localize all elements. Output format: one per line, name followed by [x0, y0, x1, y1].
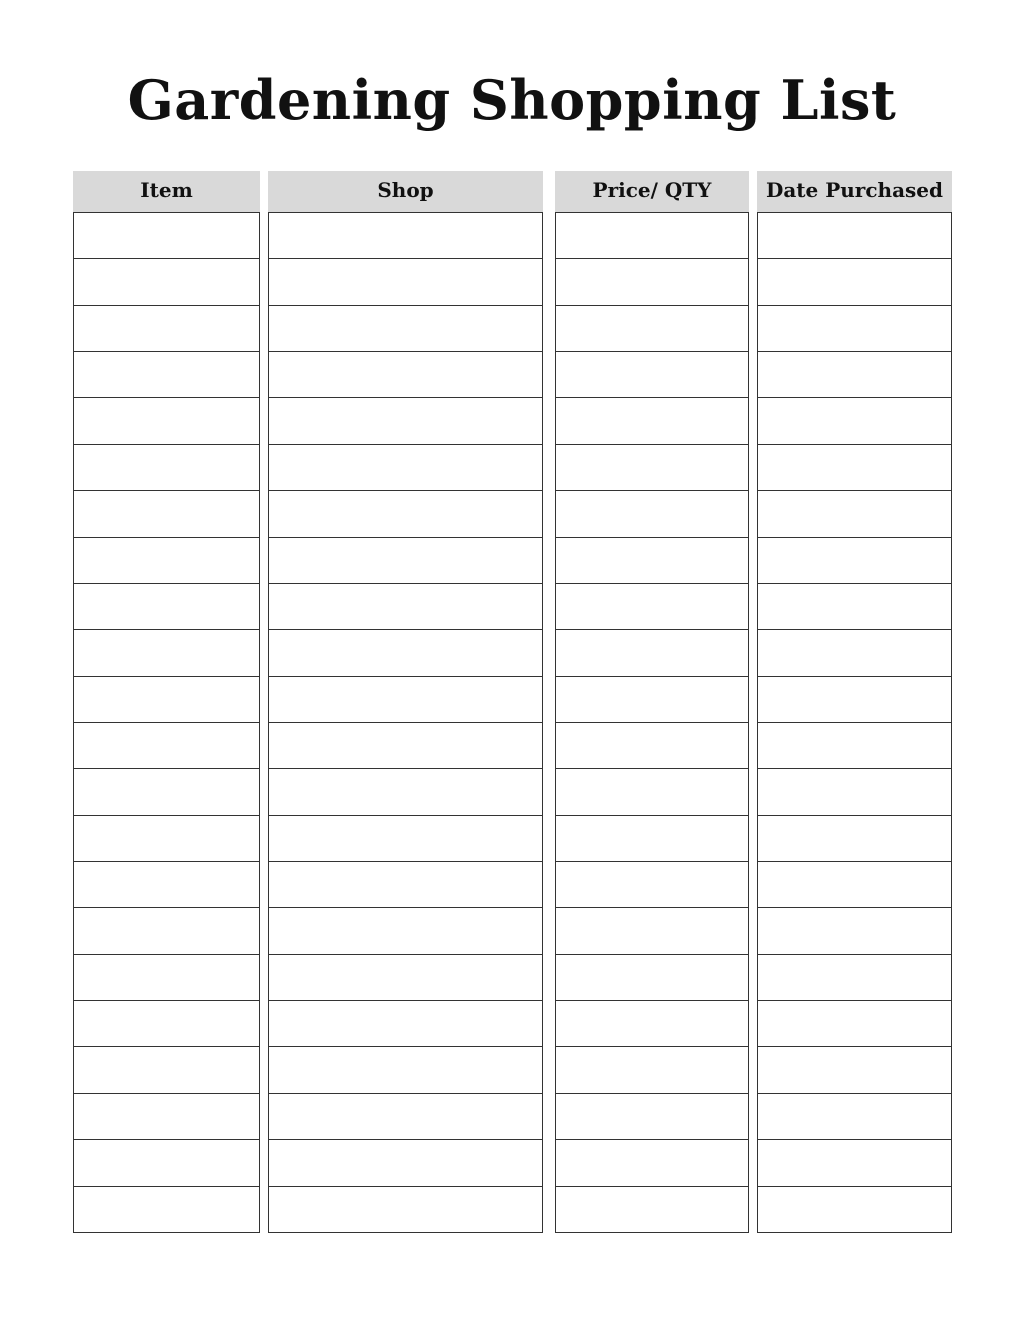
- table-row[interactable]: [556, 1047, 748, 1093]
- table-row[interactable]: [758, 491, 951, 537]
- column-shop: [268, 171, 543, 1233]
- table-row[interactable]: [758, 213, 951, 259]
- table-row[interactable]: [556, 352, 748, 398]
- table-row[interactable]: [758, 1047, 951, 1093]
- table-row[interactable]: [556, 538, 748, 584]
- table-row[interactable]: [556, 723, 748, 769]
- column-rows: [73, 212, 260, 1233]
- table-row[interactable]: [74, 491, 259, 537]
- column-date-purchased: [757, 171, 952, 1233]
- table-row[interactable]: [758, 538, 951, 584]
- table-row[interactable]: [556, 445, 748, 491]
- table-row[interactable]: [74, 1187, 259, 1233]
- table-row[interactable]: [269, 769, 542, 815]
- table-row[interactable]: [269, 398, 542, 444]
- table-row[interactable]: [556, 630, 748, 676]
- table-row[interactable]: [269, 259, 542, 305]
- table-row[interactable]: [74, 1047, 259, 1093]
- table-row[interactable]: [556, 908, 748, 954]
- table-row[interactable]: [758, 1187, 951, 1233]
- table-row[interactable]: [269, 816, 542, 862]
- table-row[interactable]: [74, 908, 259, 954]
- column-price-qty: [555, 171, 749, 1233]
- table-row[interactable]: [269, 677, 542, 723]
- table-row[interactable]: [269, 491, 542, 537]
- table-row[interactable]: [74, 584, 259, 630]
- table-row[interactable]: [556, 1140, 748, 1186]
- column-rows: [268, 212, 543, 1233]
- table-row[interactable]: [74, 955, 259, 1001]
- table-row[interactable]: [269, 1140, 542, 1186]
- table-row[interactable]: [758, 908, 951, 954]
- table-row[interactable]: [556, 1094, 748, 1140]
- table-row[interactable]: [556, 213, 748, 259]
- table-row[interactable]: [269, 1187, 542, 1233]
- table-row[interactable]: [74, 306, 259, 352]
- table-row[interactable]: [269, 723, 542, 769]
- column-header: Item: [73, 171, 260, 212]
- table-row[interactable]: [74, 445, 259, 491]
- table-row[interactable]: [758, 352, 951, 398]
- table-row[interactable]: [74, 1001, 259, 1047]
- table-row[interactable]: [556, 769, 748, 815]
- table-row[interactable]: [74, 677, 259, 723]
- table-row[interactable]: [74, 769, 259, 815]
- table-row[interactable]: [758, 1140, 951, 1186]
- table-row[interactable]: [74, 1140, 259, 1186]
- table-row[interactable]: [269, 213, 542, 259]
- table-row[interactable]: [74, 1094, 259, 1140]
- table-row[interactable]: [758, 677, 951, 723]
- column-header: Shop: [268, 171, 543, 212]
- column-header: Price/ QTY: [555, 171, 749, 212]
- table-row[interactable]: [74, 213, 259, 259]
- table-row[interactable]: [556, 1187, 748, 1233]
- table-row[interactable]: [758, 1094, 951, 1140]
- table-row[interactable]: [758, 769, 951, 815]
- table-row[interactable]: [269, 1047, 542, 1093]
- table-row[interactable]: [758, 306, 951, 352]
- table-row[interactable]: [74, 816, 259, 862]
- column-item: [73, 171, 260, 1233]
- table-row[interactable]: [556, 259, 748, 305]
- table-row[interactable]: [269, 538, 542, 584]
- table-row[interactable]: [556, 306, 748, 352]
- table-row[interactable]: [269, 445, 542, 491]
- table-row[interactable]: [74, 352, 259, 398]
- table-row[interactable]: [758, 259, 951, 305]
- table-row[interactable]: [269, 862, 542, 908]
- table-row[interactable]: [269, 352, 542, 398]
- table-row[interactable]: [269, 955, 542, 1001]
- table-row[interactable]: [556, 955, 748, 1001]
- table-row[interactable]: [74, 538, 259, 584]
- table-row[interactable]: [556, 677, 748, 723]
- table-row[interactable]: [74, 723, 259, 769]
- table-row[interactable]: [74, 862, 259, 908]
- table-row[interactable]: [269, 306, 542, 352]
- table-row[interactable]: [74, 259, 259, 305]
- table-row[interactable]: [758, 816, 951, 862]
- column-header: Date Purchased: [757, 171, 952, 212]
- table-row[interactable]: [556, 584, 748, 630]
- table-row[interactable]: [758, 398, 951, 444]
- table-row[interactable]: [269, 908, 542, 954]
- page-title: Gardening Shopping List: [127, 68, 897, 132]
- table-row[interactable]: [758, 862, 951, 908]
- table-row[interactable]: [74, 630, 259, 676]
- table-row[interactable]: [758, 445, 951, 491]
- table-row[interactable]: [74, 398, 259, 444]
- table-row[interactable]: [758, 630, 951, 676]
- table-row[interactable]: [269, 630, 542, 676]
- column-rows: [757, 212, 952, 1233]
- table-row[interactable]: [556, 1001, 748, 1047]
- table-row[interactable]: [556, 491, 748, 537]
- table-row[interactable]: [758, 584, 951, 630]
- column-rows: [555, 212, 749, 1233]
- table-row[interactable]: [269, 1001, 542, 1047]
- table-row[interactable]: [758, 955, 951, 1001]
- table-row[interactable]: [758, 1001, 951, 1047]
- table-row[interactable]: [269, 584, 542, 630]
- table-row[interactable]: [269, 1094, 542, 1140]
- table-row[interactable]: [556, 816, 748, 862]
- table-row[interactable]: [758, 723, 951, 769]
- table-row[interactable]: [556, 862, 748, 908]
- table-row[interactable]: [556, 398, 748, 444]
